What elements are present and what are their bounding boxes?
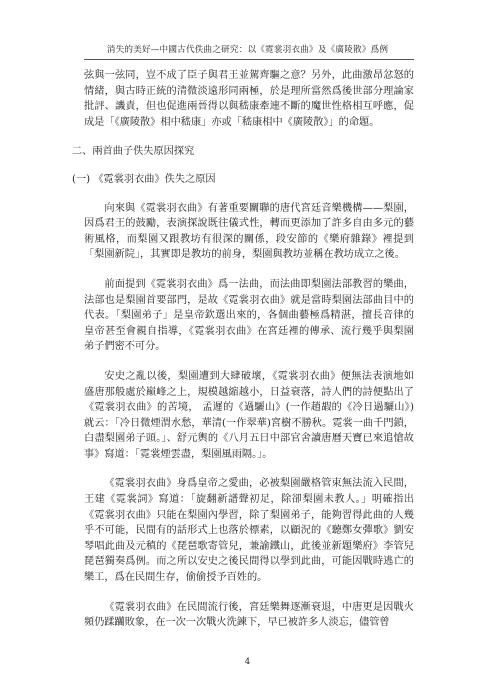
paragraph: 向來與《霓裳羽衣曲》有著重要關聯的唐代宮廷音樂機構——梨園，因爲君王的鼓勵，表演探說既往儀式性，轉而更添加了許多自由多元的藝術風格，而梨園又跟教坊有很深的關係，段安節的《樂府雜錄》裡提到「梨園新院」，其實即是教坊的前身，梨園與教坊並稱在教坊成立之後。 [84,202,414,261]
section-heading: 二、兩首曲子佚失原因探究 [72,146,195,158]
page-number: 4 [244,657,251,667]
paragraph: 安史之亂以後，梨園遭到大肆破壞，《霓裳羽衣曲》便無法表演地如盛唐那般處於巔峰之上，規模越縮越小，日益衰落，詩人們的詩便點出了《霓裳羽衣曲》的苦境， 孟遲的《過驪山》(一作趙嘏的《冷日過驪山》) 就云：「冷日微煙渭水愁，華清(一作翠華)宮樹不勝秋。霓裳一曲千門鎖，白盡梨園弟子頭。」、舒元輿的《八月五日中部官舍讀唐曆天寶已來追愴故事》寫道：「霓裳煙雲盡，梨園風雨隔。」。 [84,370,414,460]
paragraph: 《霓裳羽衣曲》身爲皇帝之愛曲，必被梨園嚴格管束無法流入民間，王建《霓裳詞》寫道：「旋翻新譜聲初足，除卻梨園未教人。」明確指出《霓裳羽衣曲》只能在梨園內學習，除了梨園弟子，能夠習得此曲的人幾乎不可能，民間有的話形式上也落於標素，以顧況的《聽鄭女彈歌》劉安琴唱此曲及元稹的《琵琶歌寄管兒，兼諭鐵山，此後並新題樂府》李管兒琵琶獨奏爲例。而之所以安史之後民間得以學到此曲，可能因戰時逃亡的樂工，爲在民間生存，偷偷授予百姓的。 [84,478,414,584]
header-divider [84,59,414,60]
subsection-heading: (一) 《霓裳羽衣曲》佚失之原因 [72,173,216,185]
paragraph-intro: 弦與一弦同，豈不成了臣子與君王並駕齊驅之意？另外，此曲激昂忿怒的情緒，與古時正統的清微淡遠形同兩極，於是理所當然爲後世部分理論家批評、譏責，但也促進兩晉得以與嵇康牽連不斷的魔世性格相互呼應，促成是「《廣陵散》相中嵇康」亦或「嵇康相中《廣陵散》」的命題。 [84,70,414,128]
running-header: 消失的美好—中國古代佚曲之研究：以《霓裳羽衣曲》及《廣陵散》爲例 [106,45,389,55]
body-text [72,68,414,645]
paragraph: 《霓裳羽衣曲》在民間流行後，宮廷樂舞逐漸衰退，中唐更是因戰火頻仍蹂躪敗象，在一次一次戰火洗鍊下，早已被許多人淡忘，儘管曾 [84,601,414,629]
paragraph: 前面提到《霓裳羽衣曲》爲一法曲，而法曲即梨園法部教習的樂曲，法部也是梨園首要部門，是故《霓裳羽衣曲》就是當時梨園法部曲目中的代表。「梨園弟子」是皇帝欽選出來的，各個曲藝極爲精湛，擅長音律的皇帝甚至會親自指導，《霓裳羽衣曲》在宮廷裡的傳承、流行幾乎與梨園弟子們密不可分。 [84,278,414,353]
